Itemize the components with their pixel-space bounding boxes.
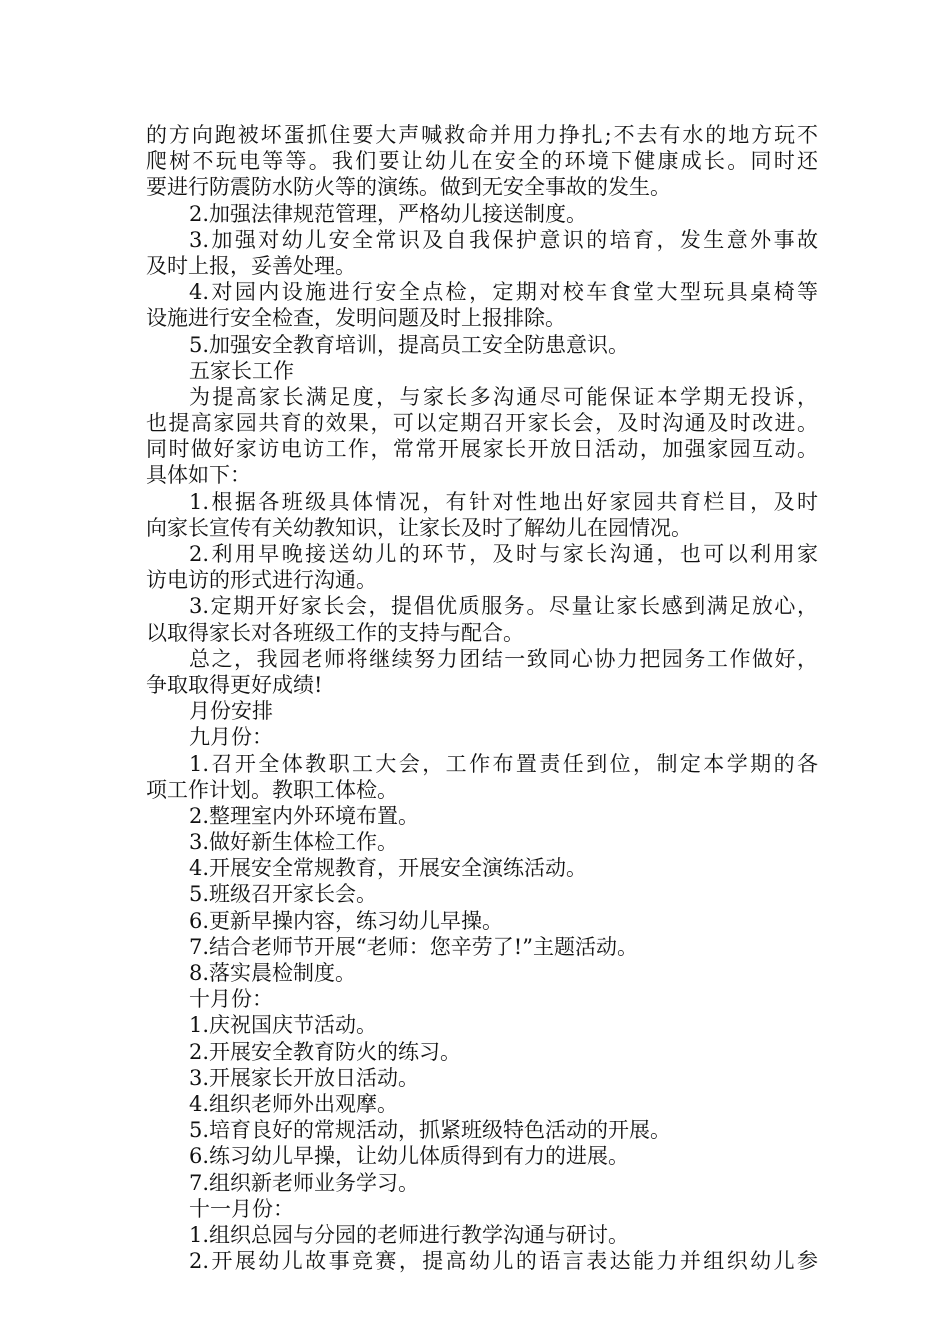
text-line: 九月份： — [189, 725, 273, 750]
text-line: 以取得家长对各班级工作的支持与配合。 — [146, 620, 524, 645]
text-line: 7.结合老师节开展“老师：您辛劳了!”主题活动。 — [189, 934, 638, 959]
text-line: 6.练习幼儿早操，让幼儿体质得到有力的进展。 — [189, 1144, 630, 1169]
text-line: 3.加强对幼儿安全常识及自我保护意识的培育，发生意外事故 — [189, 227, 818, 252]
document-body — [146, 122, 818, 1274]
text-line: 总之，我园老师将继续努力团结一致同心协力把园务工作做好， — [189, 646, 818, 671]
text-line: 月份安排 — [189, 699, 273, 724]
text-line: 要进行防震防水防火等的演练。做到无安全事故的发生。 — [146, 175, 671, 200]
text-line: 4.对园内设施进行安全点检，定期对校车食堂大型玩具桌椅等 — [189, 280, 818, 305]
text-line: 5.加强安全教育培训，提高员工安全防患意识。 — [189, 332, 630, 357]
text-line: 3.开展家长开放日活动。 — [189, 1065, 420, 1090]
text-line: 也提高家园共育的效果，可以定期召开家长会，及时沟通及时改进。 — [146, 411, 818, 436]
text-line: 2.利用早晚接送幼儿的环节，及时与家长沟通，也可以利用家 — [189, 542, 818, 566]
text-line: 同时做好家访电访工作，常常开展家长开放日活动，加强家园互动。 — [146, 437, 818, 462]
text-line: 2.加强法律规范管理，严格幼儿接送制度。 — [189, 201, 588, 226]
text-line: 设施进行安全检查，发明问题及时上报排除。 — [146, 306, 566, 331]
text-line: 十一月份： — [189, 1196, 294, 1221]
text-line: 为提高家长满足度，与家长多沟通尽可能保证本学期无投诉， — [189, 384, 818, 409]
text-line: 6.更新早操内容，练习幼儿早操。 — [189, 908, 504, 933]
text-line: 2.开展幼儿故事竞赛，提高幼儿的语言表达能力并组织幼儿参 — [189, 1249, 818, 1274]
text-line: 8.落实晨检制度。 — [189, 961, 357, 985]
text-line: 的方向跑被坏蛋抓住要大声喊救命并用力挣扎;不去有水的地方玩不 — [146, 123, 818, 147]
text-line: 爬树不玩电等等。我们要让幼儿在安全的环境下健康成长。同时还 — [146, 149, 818, 174]
text-line: 具体如下： — [146, 463, 251, 488]
text-line: 5.班级召开家长会。 — [189, 882, 378, 907]
text-line: 1.庆祝国庆节活动。 — [189, 1013, 378, 1038]
text-line: 4.开展安全常规教育，开展安全演练活动。 — [189, 856, 588, 881]
text-line: 1.召开全体教职工大会，工作布置责任到位，制定本学期的各 — [189, 751, 818, 776]
text-line: 五家长工作 — [189, 358, 294, 383]
text-line: 争取取得更好成绩! — [146, 672, 323, 697]
text-line: 1.根据各班级具体情况，有针对性地出好家园共育栏目，及时 — [189, 489, 818, 514]
text-line: 3.做好新生体检工作。 — [189, 830, 399, 855]
text-line: 3.定期开好家长会，提倡优质服务。尽量让家长感到满足放心， — [189, 594, 818, 619]
text-line: 2.开展安全教育防火的练习。 — [189, 1039, 462, 1064]
text-line: 访电访的形式进行沟通。 — [146, 568, 377, 593]
text-line: 7.组织新老师业务学习。 — [189, 1170, 420, 1195]
text-line: 及时上报，妥善处理。 — [146, 253, 356, 278]
text-line: 向家长宣传有关幼教知识，让家长及时了解幼儿在园情况。 — [146, 515, 692, 540]
text-line: 十月份： — [189, 987, 273, 1012]
text-line: 5.培育良好的常规活动，抓紧班级特色活动的开展。 — [189, 1118, 672, 1143]
text-line: 2.整理室内外环境布置。 — [189, 803, 420, 828]
text-line: 项工作计划。教职工体检。 — [146, 777, 398, 802]
text-line: 1.组织总园与分园的老师进行教学沟通与研讨。 — [189, 1222, 630, 1247]
text-line: 4.组织老师外出观摩。 — [189, 1091, 399, 1116]
